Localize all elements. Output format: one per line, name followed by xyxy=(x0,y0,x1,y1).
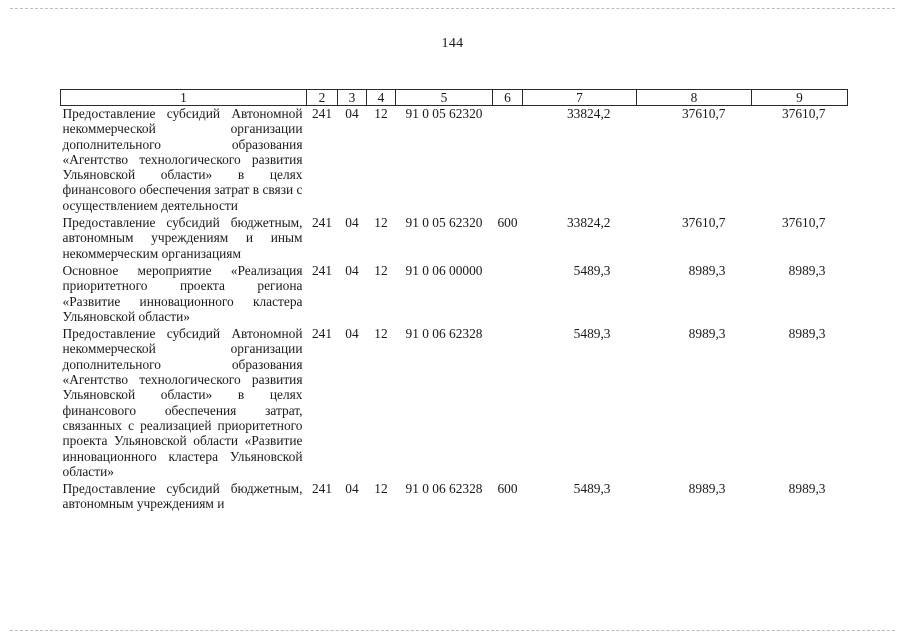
row-col-8: 8989,3 xyxy=(688,326,726,342)
row-col-7: 33824,2 xyxy=(566,106,611,121)
row-col-9: 37610,7 xyxy=(781,106,826,121)
header-col-1: 1 xyxy=(61,90,307,106)
row-name: Предоставление субсидий Автономной некоммерческой организации дополнительного образования «Агентство технологического развития Ульяновской области» в целях финансового обеспечения затрат, связанных с реализацией приоритетного проекта Ульяновской области «Развитие инновационного кластера Ульяновской области» xyxy=(62,326,303,479)
row-col-8: 37610,7 xyxy=(681,106,726,121)
row-col-3: 04 xyxy=(345,262,359,278)
row-col-6: 600 xyxy=(497,481,518,497)
row-name: Предоставление субсидий бюджетным, автономным учреждениям и xyxy=(62,481,303,512)
row-name: Предоставление субсидий Автономной некоммерческой организации дополнительного образования «Агентство технологического развития Ульяновской области» в целях финансового обеспечения затрат в связи с осуществлением деятельности xyxy=(62,106,303,213)
table-row xyxy=(61,326,848,481)
row-col-3: 04 xyxy=(345,481,359,497)
row-col-5: 91 0 06 62328 xyxy=(405,326,483,342)
table-row xyxy=(61,481,848,512)
table-row xyxy=(61,106,848,216)
row-name: Основное мероприятие «Реализация приоритетного проекта региона «Развитие инновационного кластера Ульяновской области» xyxy=(62,262,303,324)
page-number: 144 xyxy=(441,36,464,51)
scan-edge-bottom xyxy=(10,630,895,631)
row-col-8: 37610,7 xyxy=(681,215,726,231)
header-col-3: 3 xyxy=(338,90,367,106)
row-col-7: 5489,3 xyxy=(573,262,611,278)
row-col-2: 241 xyxy=(311,262,333,278)
header-col-7: 7 xyxy=(523,90,637,106)
row-col-6 xyxy=(493,106,523,216)
table-row xyxy=(61,263,848,326)
row-col-5: 91 0 05 62320 xyxy=(405,106,483,121)
row-col-4: 12 xyxy=(374,215,388,231)
row-col-5: 91 0 05 62320 xyxy=(405,215,483,231)
row-col-3: 04 xyxy=(345,106,359,121)
row-col-3: 04 xyxy=(345,215,359,231)
header-col-9: 9 xyxy=(752,90,848,106)
row-col-3: 04 xyxy=(345,326,359,342)
row-col-2: 241 xyxy=(311,481,333,497)
table-header xyxy=(61,90,848,106)
row-col-4: 12 xyxy=(374,326,388,342)
budget-table xyxy=(60,89,848,512)
table-body xyxy=(61,106,848,512)
table-row xyxy=(61,215,848,263)
row-col-7: 5489,3 xyxy=(573,326,611,342)
header-col-4: 4 xyxy=(367,90,396,106)
row-col-4: 12 xyxy=(374,106,388,121)
header-row xyxy=(61,90,848,106)
row-col-5: 91 0 06 00000 xyxy=(405,262,483,278)
row-col-6: 600 xyxy=(497,215,518,231)
row-col-8: 8989,3 xyxy=(688,262,726,278)
row-col-2: 241 xyxy=(311,326,333,342)
row-col-9: 8989,3 xyxy=(788,262,826,278)
row-col-4: 12 xyxy=(374,481,388,497)
row-col-9: 8989,3 xyxy=(788,326,826,342)
row-col-2: 241 xyxy=(311,106,333,121)
row-col-2: 241 xyxy=(311,215,333,231)
row-col-7: 5489,3 xyxy=(573,481,611,497)
row-col-6 xyxy=(493,326,523,481)
row-col-9: 37610,7 xyxy=(781,215,826,231)
header-col-8: 8 xyxy=(637,90,752,106)
header-col-5: 5 xyxy=(396,90,493,106)
header-col-2: 2 xyxy=(307,90,338,106)
row-col-7: 33824,2 xyxy=(566,215,611,231)
row-col-6 xyxy=(493,263,523,326)
row-col-8: 8989,3 xyxy=(688,481,726,497)
row-col-4: 12 xyxy=(374,262,388,278)
row-col-5: 91 0 06 62328 xyxy=(405,481,483,497)
header-col-6: 6 xyxy=(493,90,523,106)
row-name: Предоставление субсидий бюджетным, автономным учреждениям и иным некоммерческим организациям xyxy=(62,215,303,261)
row-col-9: 8989,3 xyxy=(788,481,826,497)
scan-edge-top xyxy=(10,8,895,9)
